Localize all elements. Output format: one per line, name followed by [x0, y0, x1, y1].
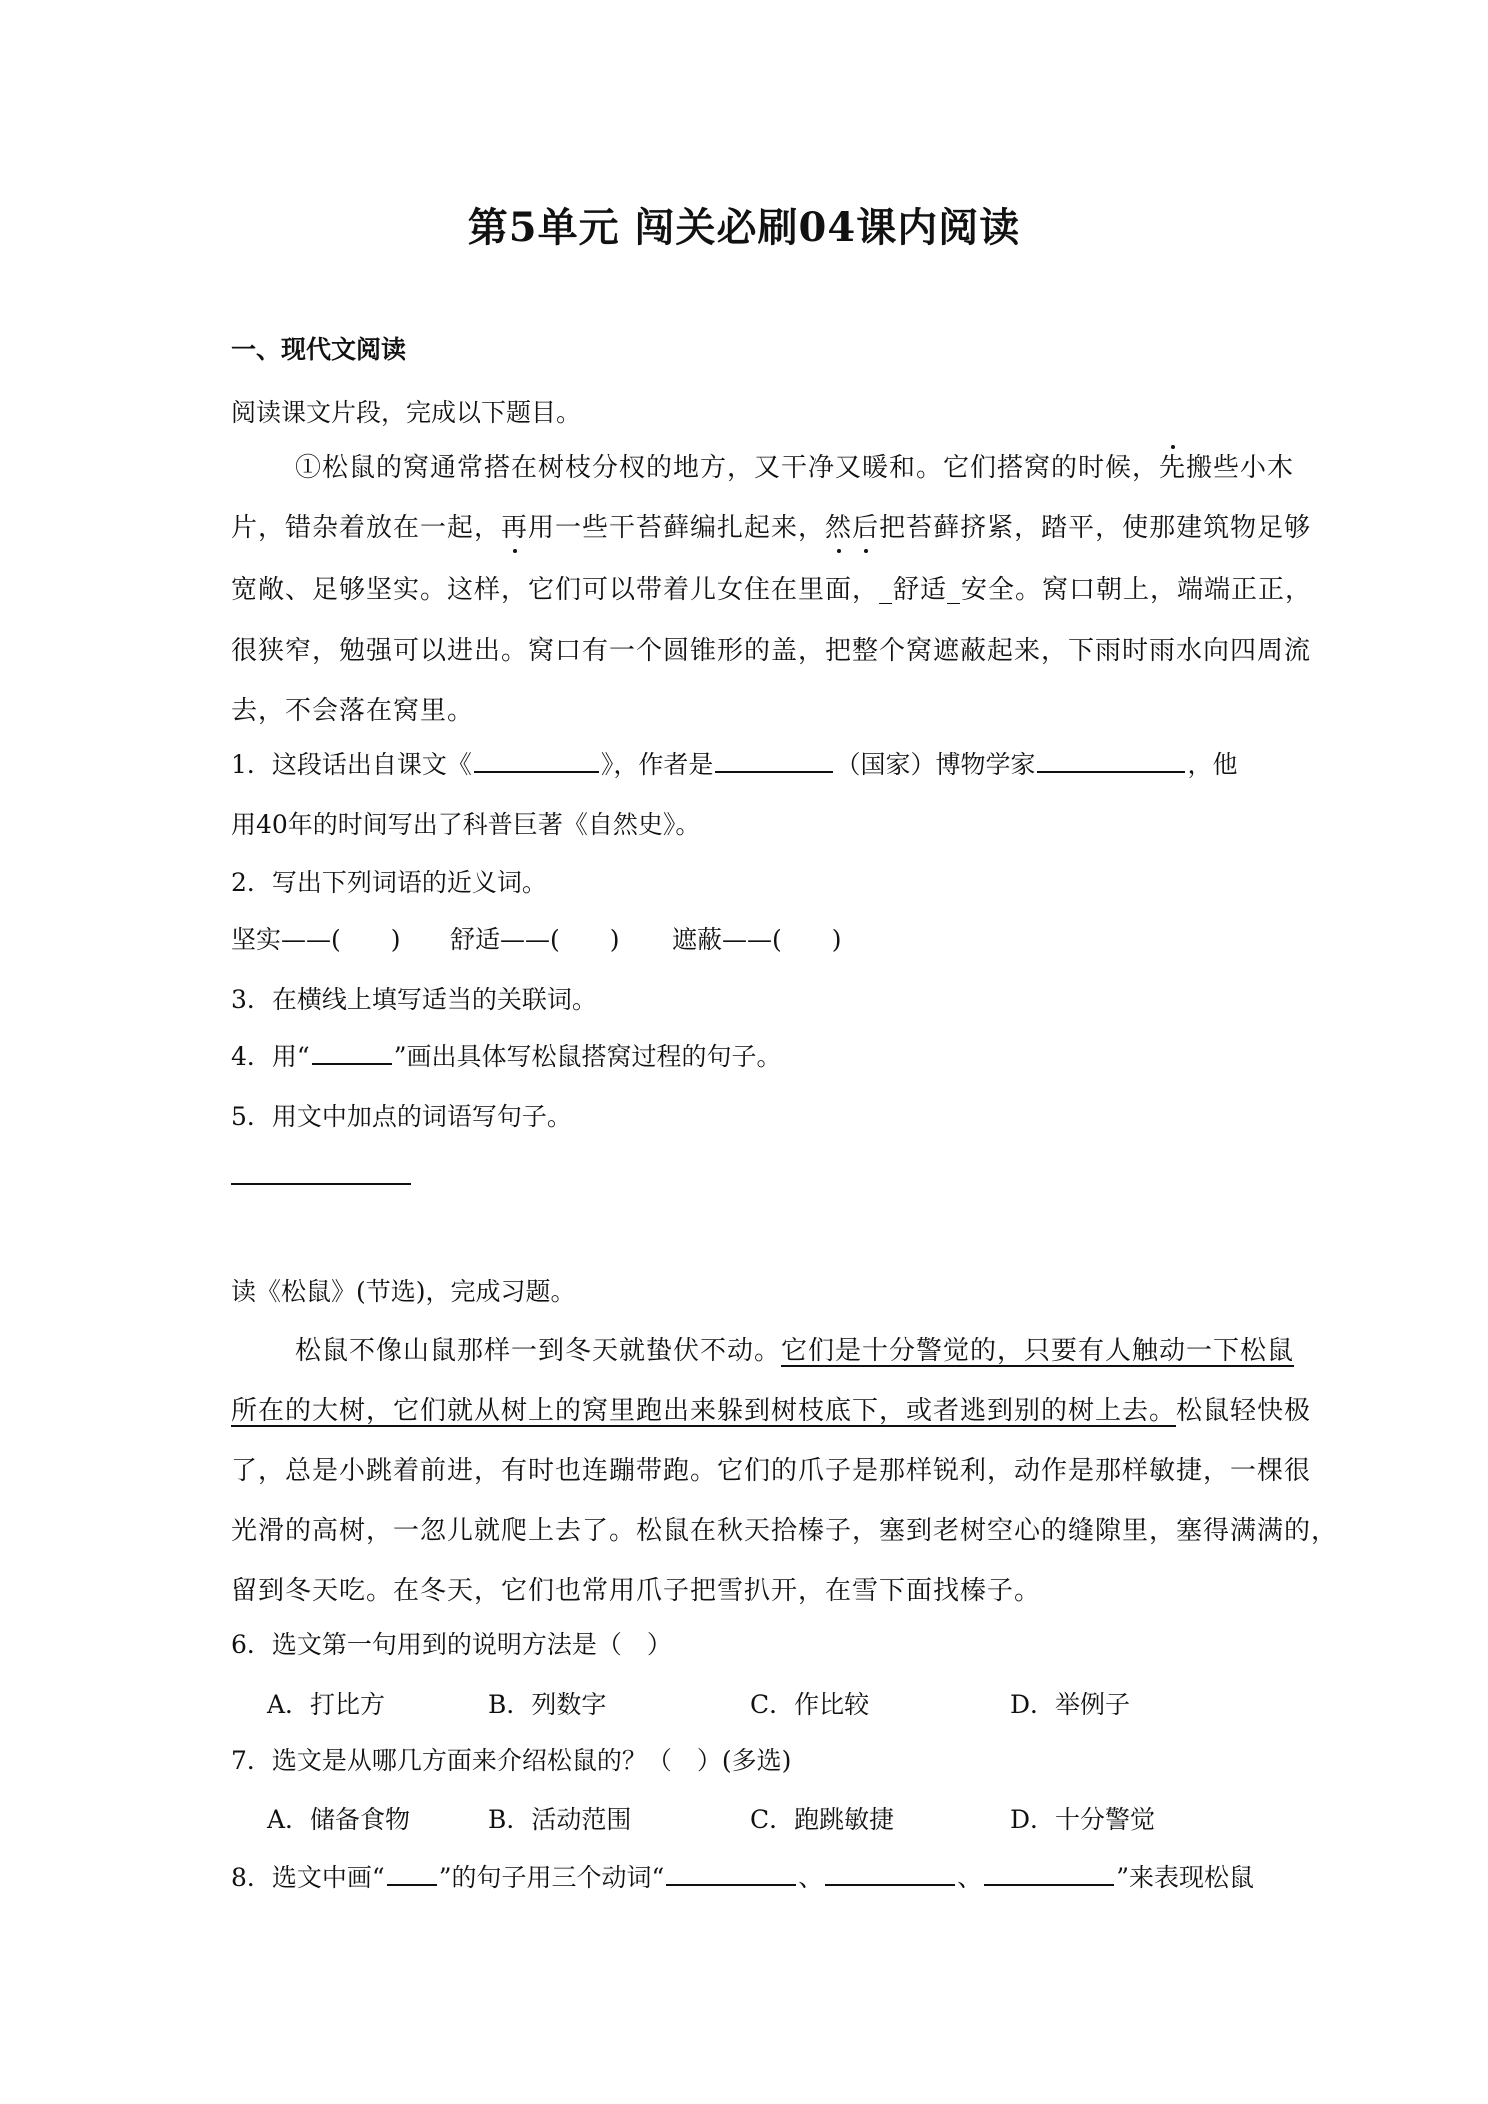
passage1-line: 去，不会落在窝里。	[231, 696, 475, 726]
passage1-line: ①松鼠的窝通常搭在树枝分杈的地方，又干净又暖和。它们搭窝的时候，先搬些小木	[295, 453, 1295, 483]
answer-line[interactable]	[231, 1183, 411, 1185]
question-4: 4．用“ ”画出具体写松鼠搭窝过程的句子。	[231, 1042, 782, 1071]
synonym-item: 舒适——( )	[450, 925, 620, 954]
passage2-line: 留到冬天吃。在冬天，它们也常用爪子把雪扒开，在雪下面找榛子。	[231, 1576, 1042, 1606]
blank-verb-2[interactable]	[825, 1862, 955, 1886]
option-c[interactable]: C．跑跳敏捷	[750, 1805, 895, 1834]
question-3: 3．在横线上填写适当的关联词。	[231, 985, 597, 1014]
option-a[interactable]: A．储备食物	[267, 1805, 411, 1834]
question-7: 7．选文是从哪几方面来介绍松鼠的？（ ）(多选)	[231, 1746, 792, 1775]
underlined-sentence: 它们是十分警觉的，只要有人触动一下松鼠	[781, 1336, 1295, 1366]
passage2-line: 松鼠不像山鼠那样一到冬天就蛰伏不动。它们是十分警觉的，只要有人触动一下松鼠	[295, 1336, 1295, 1366]
option-c[interactable]: C．作比较	[750, 1690, 870, 1719]
question-2: 2．写出下列词语的近义词。	[231, 868, 547, 897]
option-b[interactable]: B．活动范围	[488, 1805, 632, 1834]
passage1-line: 片，错杂着放在一起，再用一些干苔藓编扎起来，然后把苔藓挤紧，踏平，使那建筑物足够	[231, 513, 1312, 543]
option-a[interactable]: A．打比方	[267, 1690, 386, 1719]
blank-country[interactable]	[715, 749, 833, 773]
passage1-line: 宽敞、足够坚实。这样，它们可以带着儿女住在里面，_舒适_安全。窝口朝上，端端正正，	[231, 575, 1313, 605]
section-heading: 一、现代文阅读	[231, 335, 407, 364]
passage2-line: 光滑的高树，一忽儿就爬上去了。松鼠在秋天拾榛子，塞到老树空心的缝隙里，塞得满满的，	[231, 1516, 1339, 1546]
blank-author[interactable]	[1037, 749, 1185, 773]
reading1-intro: 阅读课文片段，完成以下题目。	[231, 398, 582, 427]
synonym-item: 遮蔽——( )	[672, 925, 842, 954]
option-d[interactable]: D．十分警觉	[1010, 1805, 1156, 1834]
synonym-item: 坚实——( )	[231, 925, 401, 954]
passage2-line: 了，总是小跳着前进，有时也连蹦带跑。它们的爪子是那样锐利，动作是那样敏捷，一棵很	[231, 1456, 1312, 1486]
passage2-line: 所在的大树，它们就从树上的窝里跑出来躲到树枝底下，或者逃到别的树上去。松鼠轻快极	[231, 1396, 1312, 1426]
underlined-sentence: 所在的大树，它们就从树上的窝里跑出来躲到树枝底下，或者逃到别的树上去。	[231, 1396, 1177, 1426]
option-b[interactable]: B．列数字	[488, 1690, 607, 1719]
passage1-line: 很狭窄，勉强可以进出。窝口有一个圆锥形的盖，把整个窝遮蔽起来，下雨时雨水向四周流	[231, 636, 1312, 666]
question-8: 8．选文中画“ ”的句子用三个动词“ 、 、 ”来表现松鼠	[231, 1863, 1255, 1892]
page-title: 第5单元 闯关必刷04课内阅读	[467, 204, 1021, 251]
reading2-intro: 读《松鼠》(节选)，完成习题。	[231, 1277, 576, 1306]
question-1: 1．这段话出自课文《 》，作者是 （国家）博物学家 ，他	[231, 750, 1238, 779]
question-6: 6．选文第一句用到的说明方法是（ ）	[231, 1630, 672, 1659]
blank-verb-3[interactable]	[984, 1862, 1114, 1886]
option-d[interactable]: D．举例子	[1010, 1690, 1131, 1719]
blank-title[interactable]	[474, 749, 599, 773]
blank-verb-1[interactable]	[666, 1862, 796, 1886]
question-5: 5．用文中加点的词语写句子。	[231, 1102, 572, 1131]
question-1-line2: 用40年的时间写出了科普巨著《自然史》。	[231, 810, 701, 839]
